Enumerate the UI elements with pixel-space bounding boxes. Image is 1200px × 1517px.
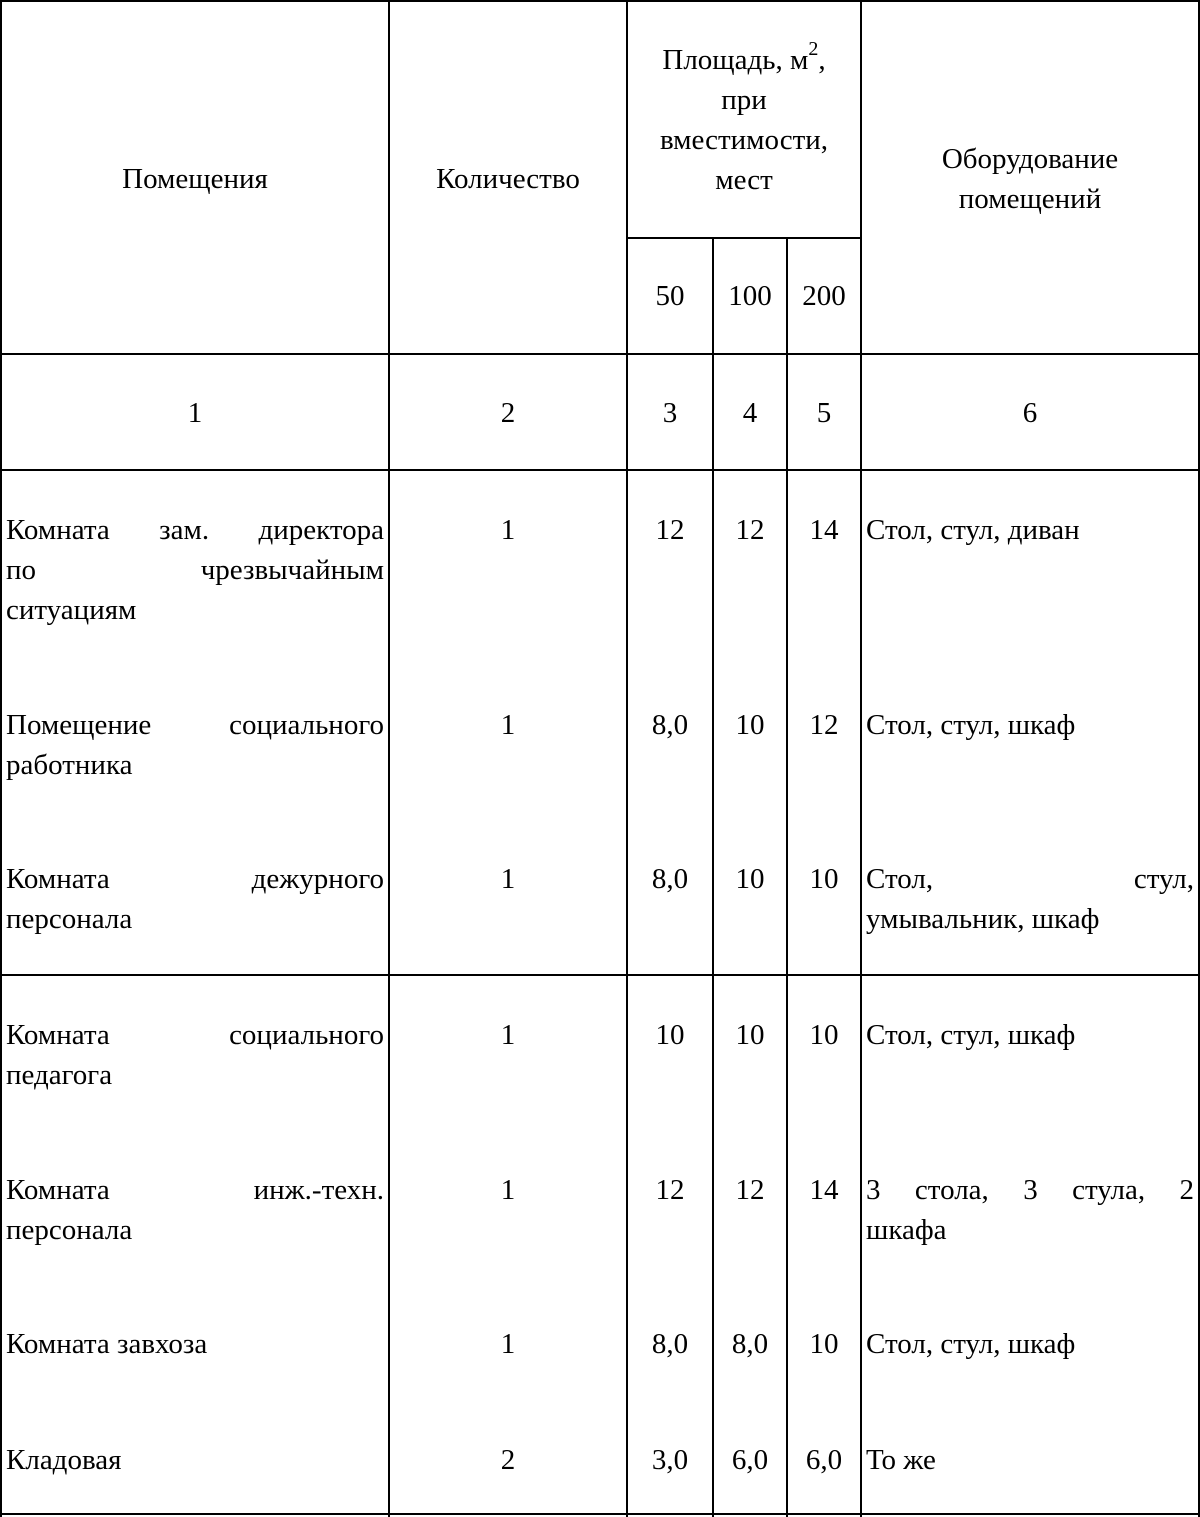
equipment-cell: Стол, стул, шкаф [866,709,1076,741]
header-bottom-border [0,353,1200,355]
column-number: 5 [816,397,832,429]
column-number: 2 [500,397,516,429]
area-100-cell: 8,0 [731,1328,769,1360]
equipment-cell: То же [866,1444,936,1476]
area-50-cell: 10 [655,1019,685,1051]
header-area: Площадь, $м^2$, при вместимости, мест [659,38,829,196]
column-number: 4 [742,397,758,429]
quantity-cell: 1 [500,1328,516,1360]
area-200-cell: 10 [809,863,839,895]
area-100-cell: 12 [735,1174,765,1206]
table-border-bottom [0,1513,1200,1515]
area-200-cell: 14 [809,1174,839,1206]
area-50-cell: 8,0 [651,709,689,741]
area-50-cell: 12 [655,514,685,546]
room-name: Помещение социального работника [6,709,384,781]
room-name: Комната завхоза [6,1328,208,1360]
header-capacity-50: 50 [655,280,685,312]
quantity-cell: 1 [500,1174,516,1206]
area-100-cell: 10 [735,863,765,895]
area-50-cell: 8,0 [651,863,689,895]
area-200-cell: 10 [809,1019,839,1051]
room-name: Кладовая [6,1444,122,1476]
area-200-cell: 6,0 [805,1444,843,1476]
quantity-cell: 1 [500,1019,516,1051]
room-name: Комната инж.-техн. персонала [6,1174,384,1246]
equipment-cell: Стол, стул, шкаф [866,1019,1076,1051]
table-border-left [0,0,2,1517]
room-name: Комната социального педагога [6,1019,384,1091]
quantity-cell: 1 [500,709,516,741]
header-equipment: Оборудование помещений [941,143,1119,215]
column-divider [626,0,628,1517]
equipment-cell: Стол, стул, умывальник, шкаф [866,863,1194,935]
area-100-cell: 10 [735,709,765,741]
area-100-cell: 10 [735,1019,765,1051]
area-200-cell: 10 [809,1328,839,1360]
equipment-cell: 3 стола, 3 стула, 2 шкафа [866,1174,1194,1246]
quantity-cell: 1 [500,863,516,895]
equipment-cell: Стол, стул, диван [866,514,1080,546]
header-quantity: Количество [436,163,580,195]
area-50-cell: 12 [655,1174,685,1206]
quantity-cell: 1 [500,514,516,546]
header-sub-divider [626,237,862,239]
header-rooms: Помещения [122,163,268,195]
column-divider [860,0,862,1517]
area-100-cell: 6,0 [731,1444,769,1476]
area-200-cell: 14 [809,514,839,546]
column-number: 3 [662,397,678,429]
superscript-2: 2 [808,38,819,61]
column-number: 6 [1022,397,1038,429]
room-name: Комната зам. директора по чрезвычайным ситуациям [6,514,384,626]
area-200-cell: 12 [809,709,839,741]
column-divider [388,0,390,1517]
room-name: Комната дежурного персонала [6,863,384,935]
header-capacity-100: 100 [728,280,772,312]
area-100-cell: 12 [735,514,765,546]
column-number: 1 [187,397,203,429]
area-50-cell: 8,0 [651,1328,689,1360]
numbering-row-border [0,469,1200,471]
equipment-cell: Стол, стул, шкаф [866,1328,1076,1360]
group-divider [0,974,1200,976]
quantity-cell: 2 [500,1444,516,1476]
header-capacity-200: 200 [802,280,846,312]
area-50-cell: 3,0 [651,1444,689,1476]
table-border-top [0,0,1200,2]
